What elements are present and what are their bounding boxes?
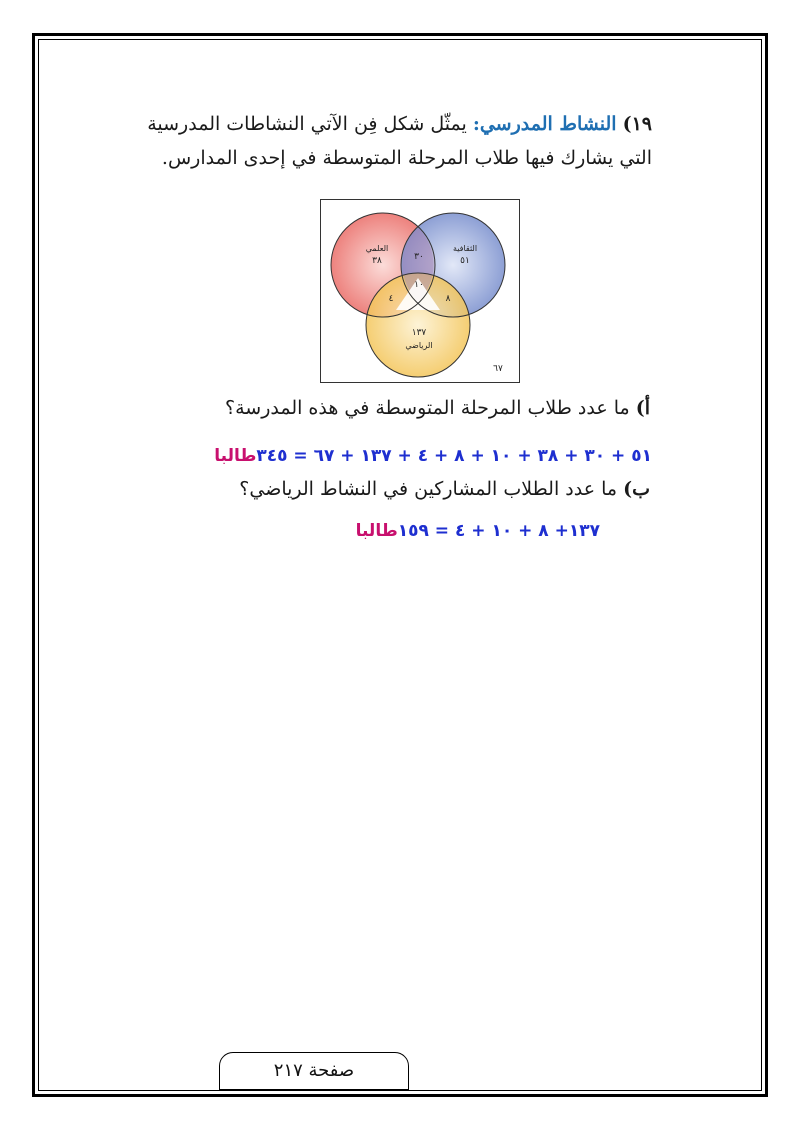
part-a-expression: ٥١ + ٣٠ + ٣٨ + ١٠ + ٨ + ٤ + ١٣٧ + ٦٧ = ٣٤٥ — [256, 446, 652, 466]
question-text-2: التي يشارك فيها طلاب المرحلة المتوسطة في إحدى المدارس. — [161, 147, 652, 169]
value-all-three: ١٠ — [414, 280, 424, 290]
label-culture: الثقافية — [452, 244, 478, 253]
page-number-badge: صفحة ٢١٧ — [219, 1052, 409, 1090]
part-a-text: ما عدد طلاب المرحلة المتوسطة في هذه المدرسة؟ — [225, 397, 630, 419]
question-number: ١٩) — [622, 113, 652, 135]
venn-svg — [321, 200, 518, 381]
part-b-text: ما عدد الطلاب المشاركين في النشاط الرياضي؟ — [239, 478, 618, 500]
value-science-sports: ٤ — [388, 294, 394, 304]
part-b-expression: ١٣٧+ ٨ + ١٠ + ٤ = ١٥٩ — [397, 521, 600, 541]
part-b-question — [239, 478, 650, 500]
part-b-unit: طالبا — [355, 521, 398, 541]
question-line-2 — [162, 147, 652, 169]
part-b-letter: ب) — [623, 478, 650, 500]
value-outside: ٦٧ — [493, 364, 503, 374]
page-inner-border — [38, 39, 762, 1091]
label-sports: الرياضي — [405, 341, 433, 350]
part-b-answer — [356, 521, 600, 541]
part-a-unit: طالبا — [214, 446, 257, 466]
question-title: النشاط المدرسي: — [472, 113, 617, 135]
question-line-1 — [147, 113, 652, 135]
value-sports-only: ١٣٧ — [411, 328, 427, 338]
label-science: العلمي — [365, 244, 389, 253]
question-text-1: يمثّل شكل فِن الآتي النشاطات المدرسية — [147, 113, 467, 135]
value-culture-only: ٥١ — [460, 256, 470, 266]
value-science-culture: ٣٠ — [414, 252, 424, 262]
part-a-letter: أ) — [635, 397, 650, 419]
venn-diagram — [320, 199, 520, 383]
value-culture-sports: ٨ — [445, 294, 451, 304]
part-a-answer — [214, 446, 652, 466]
value-science-only: ٣٨ — [372, 256, 382, 266]
part-a-question — [225, 397, 650, 419]
